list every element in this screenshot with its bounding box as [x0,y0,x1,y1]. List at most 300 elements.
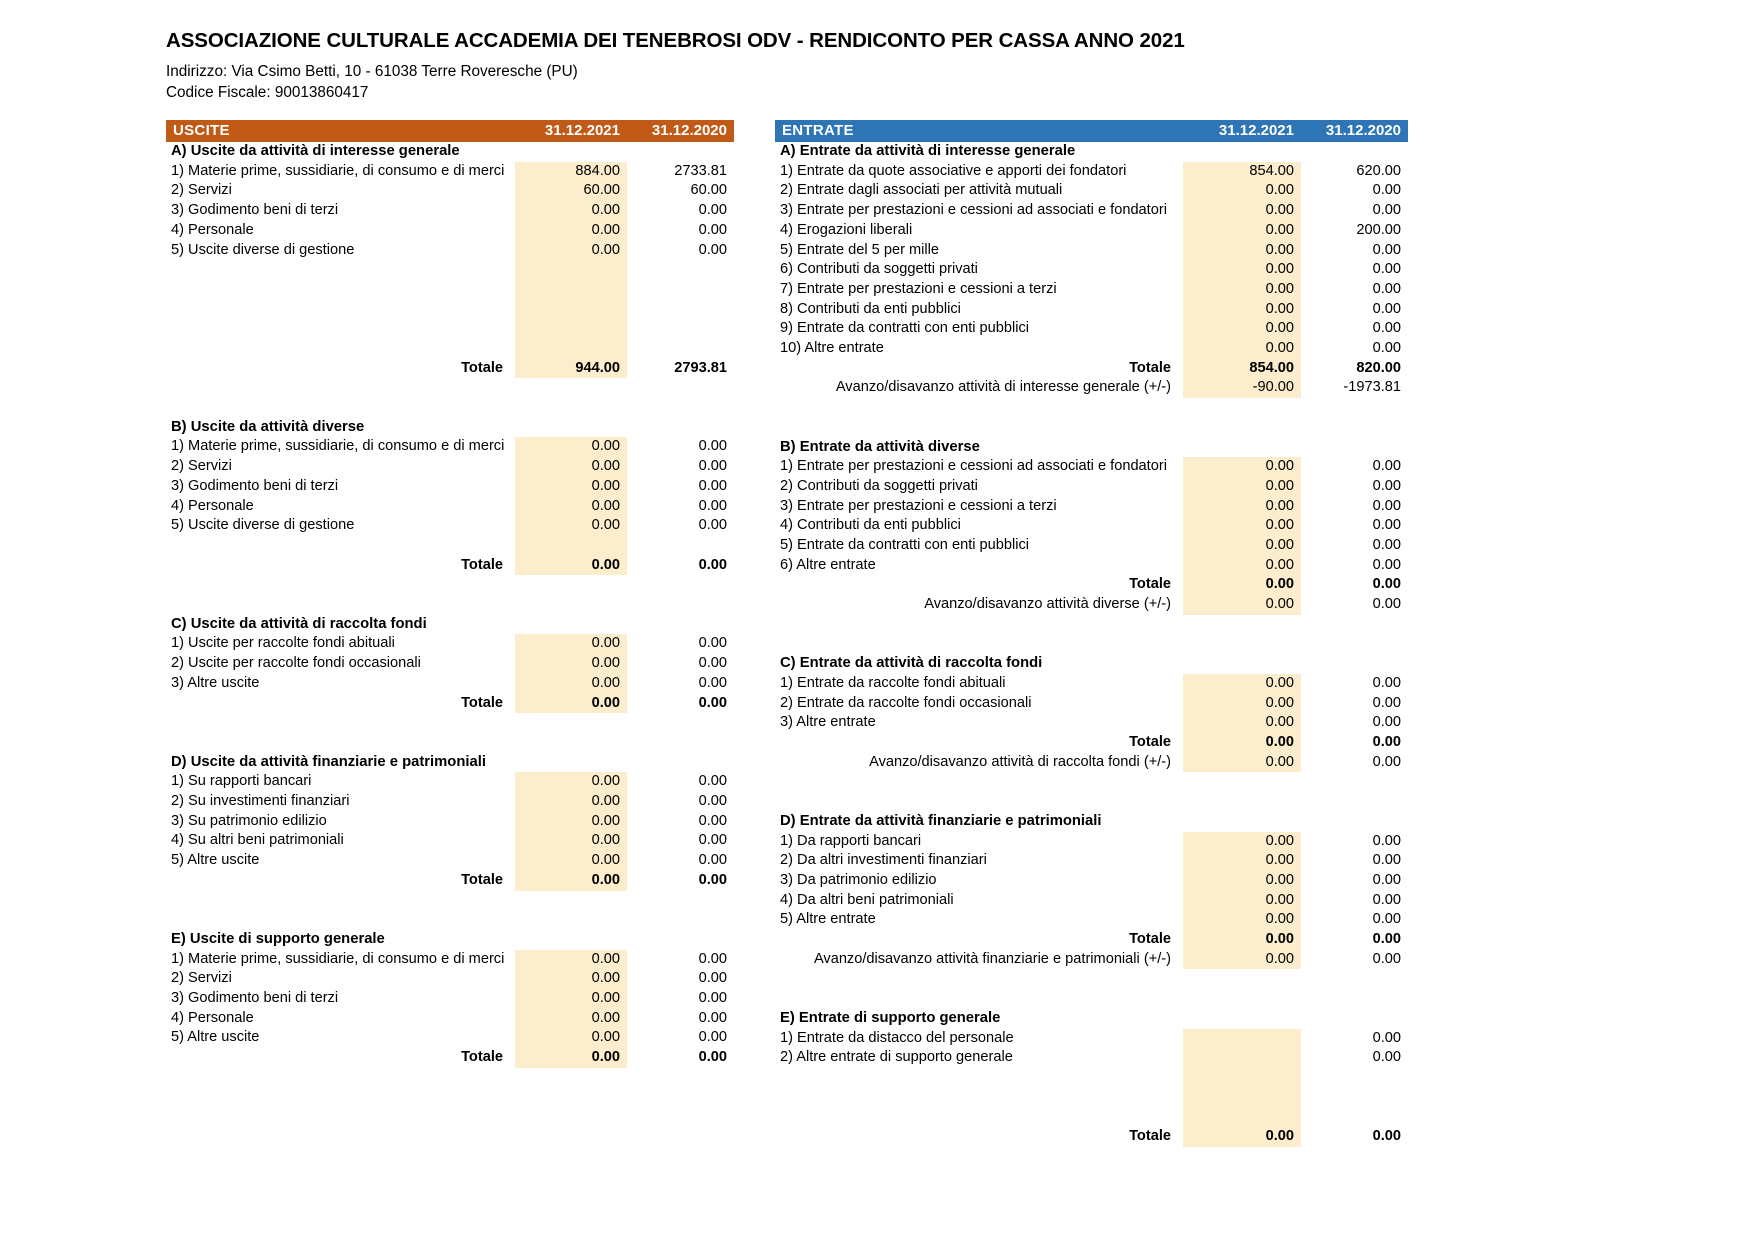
page-title: ASSOCIAZIONE CULTURALE ACCADEMIA DEI TENEBROSI ODV - RENDICONTO PER CASSA ANNO 2021 [166,29,1185,52]
uscite-item-value-2020: 0.00 [698,438,727,455]
entrate-gap-label [775,615,1183,635]
uscite-item-row [166,772,734,792]
uscite-item-label: 1) Materie prime, sussidiarie, di consumo e di merci [171,438,505,455]
entrate-total-row [775,359,1408,379]
uscite-item-value-2021: 0.00 [515,457,627,477]
uscite-section-title: C) Uscite da attività di raccolta fondi [171,615,427,632]
uscite-gap-label [166,713,515,733]
uscite-item-value-2020: 2733.81 [674,162,727,179]
uscite-item-row [166,851,734,871]
uscite-gap-label [166,378,515,398]
uscite-item-value-2020: 0.00 [698,458,727,475]
uscite-item-value-2020: 0.00 [698,1009,727,1026]
entrate-item-row [775,536,1408,556]
uscite-item-value-2020: 0.00 [698,990,727,1007]
uscite-spacer-row [166,300,734,320]
entrate-item-value-2020: 0.00 [1372,477,1401,494]
uscite-item-value-2021: 0.00 [515,477,627,497]
entrate-section-title-spacer-2020 [1301,142,1408,162]
entrate-section-title-row [775,812,1408,832]
uscite-item-row [166,969,734,989]
uscite-item-label: 4) Su altri beni patrimoniali [171,832,344,849]
uscite-item-value-2021: 0.00 [515,241,627,261]
entrate-spacer-2020 [1301,1068,1408,1088]
uscite-total-row [166,694,734,714]
uscite-total-value-2020: 0.00 [698,556,727,573]
uscite-section-title-row [166,615,734,635]
entrate-item-row [775,241,1408,261]
entrate-total-row [775,930,1408,950]
uscite-spacer-2021 [515,260,627,280]
entrate-avanzo-value-2021: 0.00 [1183,753,1301,773]
uscite-total-value-2021: 0.00 [515,556,627,576]
entrate-item-row [775,713,1408,733]
uscite-item-value-2020: 0.00 [698,970,727,987]
entrate-spacer-label [775,1088,1183,1108]
entrate-total-value-2021: 0.00 [1183,733,1301,753]
uscite-spacer-label [166,536,515,556]
uscite-section-gap [166,891,734,911]
uscite-section-title-spacer-2021 [515,142,627,162]
entrate-item-value-2021: 0.00 [1183,497,1301,517]
uscite-total-row [166,556,734,576]
uscite-section-title-spacer-2021 [515,418,627,438]
uscite-item-row [166,831,734,851]
entrate-item-label: 6) Contributi da soggetti privati [780,261,978,278]
entrate-section-title: A) Entrate da attività di interesse generale [780,143,1076,159]
uscite-item-row [166,634,734,654]
uscite-gap-2020 [627,575,734,595]
entrate-item-value-2021: 0.00 [1183,241,1301,261]
uscite-item-value-2021: 0.00 [515,201,627,221]
entrate-total-value-2021: 0.00 [1183,575,1301,595]
entrate-item-row [775,910,1408,930]
entrate-gap-label [775,989,1183,1009]
uscite-item-value-2020: 0.00 [698,950,727,967]
uscite-gap-2020 [627,891,734,911]
entrate-spacer-label [775,1068,1183,1088]
uscite-section-title: D) Uscite da attività finanziarie e patrimoniali [171,753,486,770]
entrate-section-gap [775,418,1408,438]
uscite-item-label: 1) Su rapporti bancari [171,773,312,790]
entrate-item-row [775,556,1408,576]
entrate-item-label: 2) Contributi da soggetti privati [780,477,978,494]
uscite-item-value-2021: 0.00 [515,950,627,970]
entrate-avanzo-label: Avanzo/disavanzo attività di interesse generale (+/-) [835,379,1171,396]
entrate-total-value-2020: 0.00 [1372,734,1401,751]
entrate-total-value-2020: 820.00 [1356,359,1401,376]
uscite-section-title: A) Uscite da attività di interesse generale [171,143,460,159]
uscite-item-value-2020: 0.00 [698,655,727,672]
uscite-item-label: 3) Godimento beni di terzi [171,990,339,1007]
uscite-item-value-2021: 0.00 [515,1028,627,1048]
entrate-item-label: 1) Entrate per prestazioni e cessioni ad associati e fondatori [780,458,1167,475]
uscite-section-title-spacer-2021 [515,930,627,950]
uscite-gap-2021 [515,575,627,595]
uscite-total-label: Totale [461,1049,503,1066]
entrate-gap-2021 [1183,635,1301,655]
entrate-item-value-2021: 0.00 [1183,832,1301,852]
entrate-item-row [775,891,1408,911]
entrate-table [775,120,1408,1147]
entrate-item-label: 3) Entrate per prestazioni e cessioni ad associati e fondatori [780,202,1167,219]
uscite-item-value-2021: 0.00 [515,989,627,1009]
entrate-item-value-2020: 0.00 [1372,517,1401,534]
entrate-section-gap [775,969,1408,989]
uscite-item-value-2021: 0.00 [515,969,627,989]
entrate-gap-label [775,772,1183,792]
uscite-gap-2020 [627,713,734,733]
entrate-table-header-row [775,120,1408,142]
entrate-total-label: Totale [1129,734,1171,751]
entrate-item-value-2021: 0.00 [1183,694,1301,714]
uscite-item-row [166,516,734,536]
entrate-item-row [775,280,1408,300]
uscite-item-value-2021: 0.00 [515,674,627,694]
uscite-item-value-2021: 0.00 [515,516,627,536]
uscite-item-value-2020: 0.00 [698,674,727,691]
entrate-avanzo-label: Avanzo/disavanzo attività di raccolta fondi (+/-) [869,753,1171,770]
entrate-gap-2021 [1183,969,1301,989]
uscite-total-value-2021: 0.00 [515,694,627,714]
uscite-spacer-2021 [515,339,627,359]
entrate-item-value-2020: 0.00 [1372,458,1401,475]
uscite-spacer-label [166,300,515,320]
entrate-avanzo-row [775,753,1408,773]
uscite-total-label: Totale [461,359,503,376]
uscite-item-label: 2) Servizi [171,458,232,475]
entrate-item-value-2021: 0.00 [1183,556,1301,576]
entrate-spacer-2021 [1183,1088,1301,1108]
uscite-spacer-label [166,319,515,339]
uscite-gap-label [166,575,515,595]
uscite-item-row [166,162,734,182]
uscite-item-value-2021: 0.00 [515,772,627,792]
entrate-item-value-2021: 0.00 [1183,536,1301,556]
entrate-section-title-row [775,1009,1408,1029]
uscite-item-row [166,181,734,201]
entrate-item-value-2020: 0.00 [1372,1029,1401,1046]
entrate-gap-label [775,398,1183,418]
uscite-section-title-spacer-2020 [627,930,734,950]
entrate-item-value-2021: 0.00 [1183,339,1301,359]
entrate-section-gap [775,398,1408,418]
entrate-section-title-spacer-2021 [1183,654,1301,674]
uscite-gap-label [166,891,515,911]
entrate-total-row [775,733,1408,753]
uscite-item-value-2020: 0.00 [698,241,727,258]
uscite-item-label: 3) Altre uscite [171,674,260,691]
uscite-spacer-2020 [627,300,734,320]
uscite-item-label: 3) Su patrimonio edilizio [171,812,327,829]
entrate-item-value-2020: 0.00 [1372,497,1401,514]
entrate-total-label: Totale [1129,931,1171,948]
entrate-item-label: 6) Altre entrate [780,556,876,573]
entrate-item-label: 4) Da altri beni patrimoniali [780,891,954,908]
uscite-spacer-2021 [515,536,627,556]
uscite-total-label: Totale [461,871,503,888]
entrate-section-title-spacer-2020 [1301,812,1408,832]
entrate-avanzo-value-2021: 0.00 [1183,595,1301,615]
entrate-gap-2021 [1183,615,1301,635]
uscite-gap-2021 [515,398,627,418]
uscite-item-value-2020: 0.00 [698,635,727,652]
uscite-total-value-2021: 0.00 [515,1048,627,1068]
entrate-item-value-2020: 0.00 [1372,911,1401,928]
entrate-total-value-2020: 0.00 [1372,576,1401,593]
entrate-item-value-2020: 0.00 [1372,280,1401,297]
uscite-item-label: 2) Servizi [171,970,232,987]
uscite-gap-2021 [515,891,627,911]
entrate-item-row [775,516,1408,536]
entrate-section-gap [775,635,1408,655]
uscite-section-title-spacer-2021 [515,615,627,635]
uscite-item-value-2020: 0.00 [698,793,727,810]
uscite-item-value-2021: 60.00 [515,181,627,201]
uscite-spacer-2020 [627,536,734,556]
uscite-item-label: 2) Servizi [171,182,232,199]
entrate-item-value-2021 [1183,1048,1301,1068]
entrate-item-value-2020: 0.00 [1372,871,1401,888]
entrate-item-value-2021: 0.00 [1183,871,1301,891]
uscite-item-row [166,1028,734,1048]
uscite-item-row [166,497,734,517]
uscite-gap-2020 [627,595,734,615]
entrate-item-row [775,260,1408,280]
entrate-item-value-2020: 0.00 [1372,714,1401,731]
entrate-item-value-2020: 0.00 [1372,832,1401,849]
entrate-item-label: 8) Contributi da enti pubblici [780,300,961,317]
uscite-item-label: 2) Su investimenti finanziari [171,793,350,810]
entrate-spacer-2020 [1301,1107,1408,1127]
uscite-item-value-2020: 0.00 [698,517,727,534]
entrate-item-value-2021: 0.00 [1183,201,1301,221]
entrate-item-value-2021: 0.00 [1183,457,1301,477]
entrate-item-value-2020: 0.00 [1372,182,1401,199]
entrate-item-row [775,1029,1408,1049]
entrate-gap-2021 [1183,792,1301,812]
entrate-item-row [775,832,1408,852]
entrate-gap-2020 [1301,398,1408,418]
uscite-item-value-2021: 0.00 [515,792,627,812]
uscite-total-row [166,359,734,379]
uscite-item-value-2021: 0.00 [515,497,627,517]
entrate-item-row [775,497,1408,517]
uscite-item-value-2020: 0.00 [698,852,727,869]
uscite-gap-2021 [515,733,627,753]
entrate-item-value-2021: 0.00 [1183,910,1301,930]
uscite-item-row [166,792,734,812]
uscite-item-row [166,674,734,694]
entrate-gap-2020 [1301,418,1408,438]
uscite-section-title-row [166,930,734,950]
entrate-spacer-row [775,1088,1408,1108]
entrate-avanzo-value-2020: 0.00 [1372,753,1401,770]
uscite-item-label: 1) Uscite per raccolte fondi abituali [171,635,395,652]
uscite-item-row [166,1009,734,1029]
entrate-item-row [775,300,1408,320]
uscite-spacer-label [166,260,515,280]
entrate-avanzo-value-2020: 0.00 [1372,950,1401,967]
entrate-item-value-2020: 0.00 [1372,852,1401,869]
entrate-gap-2020 [1301,969,1408,989]
entrate-item-row [775,1048,1408,1068]
uscite-item-value-2020: 0.00 [698,832,727,849]
uscite-section-title-spacer-2020 [627,142,734,162]
uscite-item-row [166,201,734,221]
uscite-spacer-row [166,536,734,556]
uscite-section-gap [166,910,734,930]
uscite-item-label: 4) Personale [171,497,254,514]
uscite-spacer-2020 [627,319,734,339]
uscite-spacer-label [166,280,515,300]
entrate-item-label: 4) Contributi da enti pubblici [780,517,961,534]
uscite-gap-2020 [627,733,734,753]
entrate-section-title: B) Entrate da attività diverse [780,438,980,455]
entrate-section-title-row [775,654,1408,674]
uscite-total-label: Totale [461,556,503,573]
entrate-item-label: 5) Entrate del 5 per mille [780,241,939,258]
uscite-gap-2020 [627,910,734,930]
entrate-item-label: 10) Altre entrate [780,340,884,357]
entrate-item-value-2020: 0.00 [1372,261,1401,278]
entrate-total-value-2020: 0.00 [1372,931,1401,948]
entrate-item-row [775,674,1408,694]
entrate-item-value-2021: 0.00 [1183,713,1301,733]
entrate-item-label: 2) Da altri investimenti finanziari [780,852,987,869]
entrate-item-value-2021 [1183,1029,1301,1049]
entrate-item-row [775,201,1408,221]
uscite-column-header-2020: 31.12.2020 [627,120,734,142]
entrate-header-label: ENTRATE [775,120,1183,142]
entrate-section-gap [775,792,1408,812]
entrate-section-title-row [775,142,1408,162]
entrate-avanzo-value-2021: -90.00 [1183,378,1301,398]
uscite-spacer-2020 [627,339,734,359]
entrate-total-value-2021: 854.00 [1183,359,1301,379]
address-line: Indirizzo: Via Csimo Betti, 10 - 61038 Terre Roveresche (PU) [166,62,578,80]
entrate-gap-2020 [1301,635,1408,655]
entrate-item-label: 3) Entrate per prestazioni e cessioni a terzi [780,497,1057,514]
uscite-item-row [166,812,734,832]
entrate-avanzo-row [775,950,1408,970]
entrate-section-title: D) Entrate da attività finanziarie e patrimoniali [780,812,1102,829]
uscite-section-title-spacer-2020 [627,753,734,773]
uscite-spacer-2021 [515,300,627,320]
uscite-section-gap [166,595,734,615]
uscite-spacer-row [166,319,734,339]
uscite-item-row [166,477,734,497]
uscite-column-header-2021: 31.12.2021 [515,120,627,142]
uscite-item-label: 4) Personale [171,1009,254,1026]
uscite-item-value-2021: 0.00 [515,654,627,674]
entrate-column-header-2020: 31.12.2020 [1301,120,1408,142]
entrate-item-value-2020: 0.00 [1372,674,1401,691]
uscite-table [166,120,734,1068]
uscite-spacer-2020 [627,280,734,300]
uscite-item-label: 1) Materie prime, sussidiarie, di consumo e di merci [171,162,505,179]
uscite-item-value-2021: 0.00 [515,437,627,457]
document-header [166,28,1466,104]
entrate-avanzo-row [775,378,1408,398]
uscite-spacer-row [166,280,734,300]
uscite-item-value-2020: 0.00 [698,773,727,790]
uscite-gap-label [166,595,515,615]
entrate-section-title: E) Entrate di supporto generale [780,1009,1001,1026]
uscite-item-label: 5) Uscite diverse di gestione [171,241,355,258]
uscite-section-title: E) Uscite di supporto generale [171,930,385,947]
entrate-item-value-2021: 0.00 [1183,851,1301,871]
entrate-section-title-spacer-2021 [1183,142,1301,162]
uscite-section-gap [166,713,734,733]
entrate-item-value-2020: 0.00 [1372,891,1401,908]
entrate-item-row [775,457,1408,477]
uscite-spacer-2021 [515,319,627,339]
entrate-section-title-spacer-2020 [1301,654,1408,674]
entrate-total-row [775,575,1408,595]
uscite-section-gap [166,733,734,753]
uscite-item-value-2020: 0.00 [698,202,727,219]
entrate-gap-2020 [1301,772,1408,792]
uscite-gap-label [166,733,515,753]
entrate-gap-2021 [1183,418,1301,438]
entrate-gap-label [775,418,1183,438]
entrate-section-title: C) Entrate da attività di raccolta fondi [780,655,1043,672]
entrate-item-label: 3) Da patrimonio edilizio [780,871,937,888]
uscite-section-title-spacer-2020 [627,615,734,635]
entrate-item-value-2021: 0.00 [1183,674,1301,694]
entrate-item-value-2020: 620.00 [1356,162,1401,179]
entrate-item-label: 7) Entrate per prestazioni e cessioni a terzi [780,280,1057,297]
uscite-section-title: B) Uscite da attività diverse [171,418,365,435]
uscite-item-value-2021: 0.00 [515,812,627,832]
entrate-total-value-2020: 0.00 [1372,1127,1401,1144]
entrate-item-value-2020: 0.00 [1372,300,1401,317]
uscite-total-value-2021: 944.00 [515,359,627,379]
entrate-avanzo-row [775,595,1408,615]
uscite-section-title-row [166,753,734,773]
uscite-total-label: Totale [461,694,503,711]
entrate-section-gap [775,615,1408,635]
entrate-avanzo-value-2020: -1973.81 [1343,379,1401,396]
entrate-item-label: 1) Entrate da raccolte fondi abituali [780,674,1006,691]
uscite-spacer-2020 [627,260,734,280]
uscite-item-value-2021: 0.00 [515,1009,627,1029]
uscite-item-label: 5) Altre uscite [171,852,260,869]
uscite-total-value-2020: 0.00 [698,1049,727,1066]
entrate-item-label: 5) Altre entrate [780,911,876,928]
entrate-section-title-spacer-2021 [1183,1009,1301,1029]
entrate-gap-2020 [1301,989,1408,1009]
entrate-item-value-2020: 0.00 [1372,556,1401,573]
uscite-item-value-2021: 884.00 [515,162,627,182]
entrate-item-value-2021: 0.00 [1183,181,1301,201]
uscite-total-value-2020: 0.00 [698,694,727,711]
entrate-item-row [775,181,1408,201]
entrate-item-value-2021: 0.00 [1183,280,1301,300]
uscite-item-row [166,457,734,477]
uscite-item-label: 3) Godimento beni di terzi [171,202,339,219]
entrate-item-value-2020: 200.00 [1356,221,1401,238]
entrate-item-value-2021: 854.00 [1183,162,1301,182]
entrate-item-row [775,851,1408,871]
entrate-total-label: Totale [1129,576,1171,593]
entrate-section-gap [775,772,1408,792]
uscite-item-value-2020: 0.00 [698,221,727,238]
entrate-item-row [775,871,1408,891]
uscite-gap-2021 [515,713,627,733]
entrate-item-row [775,162,1408,182]
